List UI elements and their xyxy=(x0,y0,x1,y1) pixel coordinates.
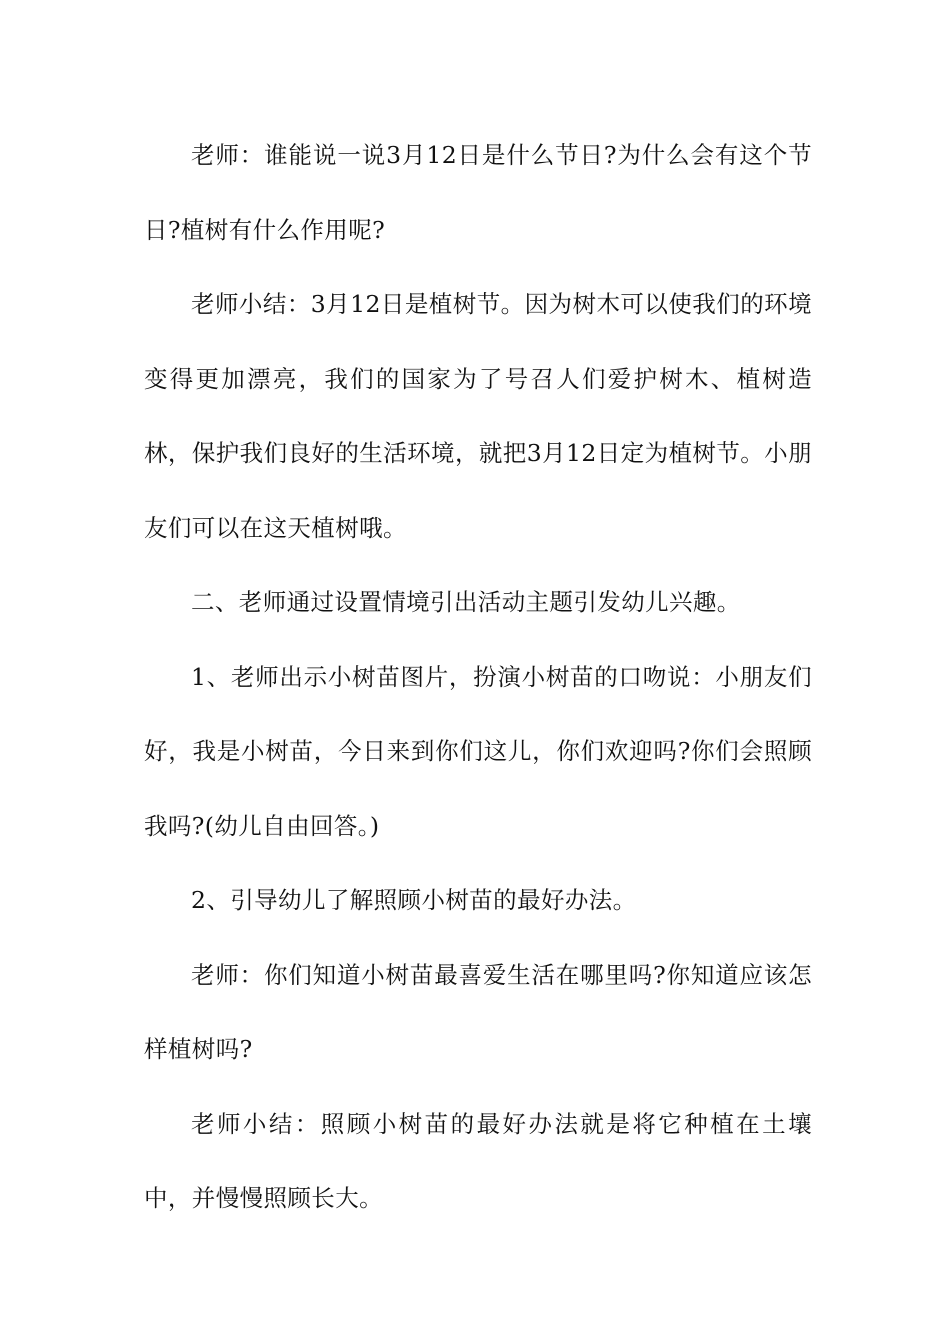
document-body xyxy=(144,118,812,1236)
paragraph-teacher-question-two: 老师：你们知道小树苗最喜爱生活在哪里吗?你知道应该怎样植树吗? xyxy=(144,960,812,1063)
paragraph-step-two: 2、引导幼儿了解照顾小树苗的最好办法。 xyxy=(191,886,637,914)
paragraph-teacher-summary-care: 老师小结：照顾小树苗的最好办法就是将它种植在土壤中，并慢慢照顾长大。 xyxy=(144,1109,812,1212)
paragraph-teacher-summary-arbor-day: 老师小结：3月12日是植树节。因为树木可以使我们的环境变得更加漂亮，我们的国家为了号召人们爱护树木、植树造林，保护我们良好的生活环境，就把3月12日定为植树节。小朋友们可以在这天植树哦。 xyxy=(144,290,812,542)
paragraph-teacher-question: 老师：谁能说一说3月12日是什么节日?为什么会有这个节日?植树有什么作用呢? xyxy=(144,141,812,244)
paragraph-section-two-heading: 二、老师通过设置情境引出活动主题引发幼儿兴趣。 xyxy=(191,588,741,616)
paragraph-step-one: 1、老师出示小树苗图片，扮演小树苗的口吻说：小朋友们好，我是小树苗，今日来到你们这儿，你们欢迎吗?你们会照顾我吗?(幼儿自由回答。) xyxy=(144,662,812,840)
